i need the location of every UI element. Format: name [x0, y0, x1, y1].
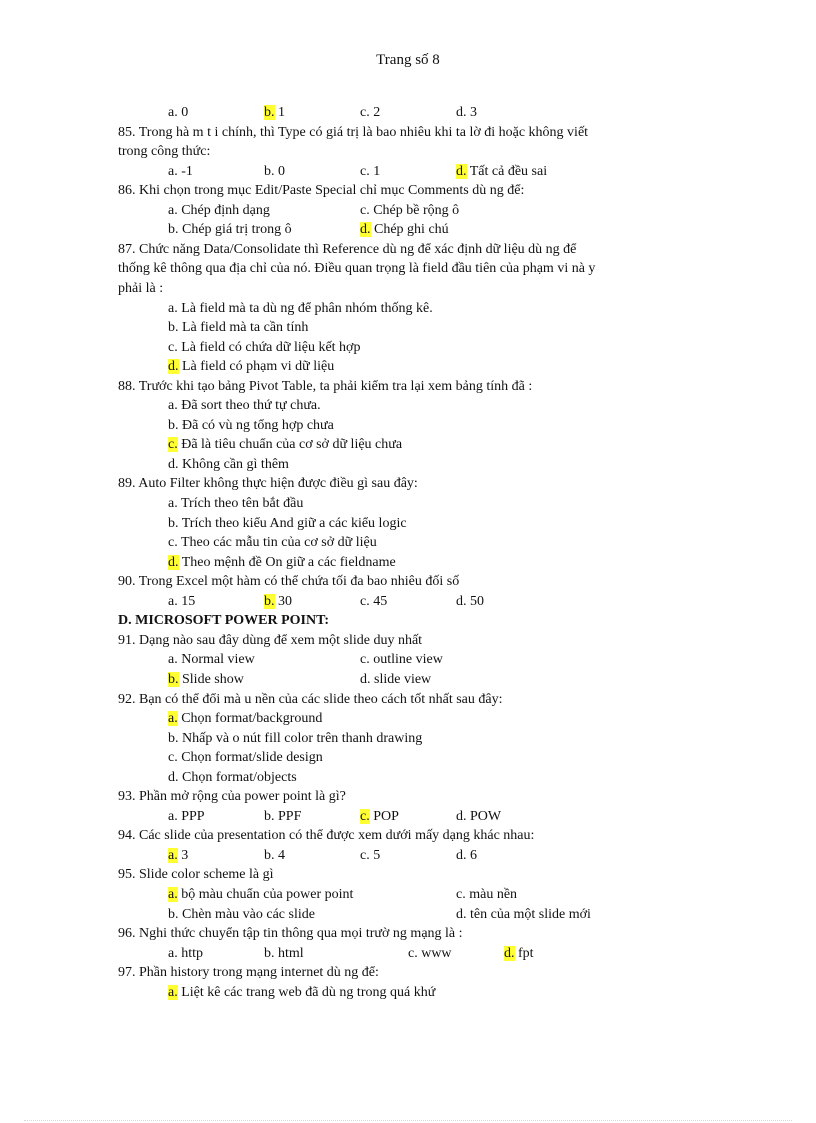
option-text: Không cần gì thêm — [178, 456, 289, 472]
answer-option — [264, 593, 292, 611]
answer-option — [168, 554, 396, 572]
question-text: 86. Khi chọn trong mục Edit/Paste Special chỉ mục Comments dù ng để: — [118, 183, 525, 199]
option-content — [360, 848, 380, 863]
option-text: Đã có vù ng tổng hợp chưa — [178, 417, 334, 433]
answer-option — [168, 397, 321, 415]
option-content — [168, 359, 334, 374]
option-letter: b. Chèn màu vào các slide — [168, 906, 315, 922]
option-letter: a. 0 — [168, 105, 189, 120]
answer-option — [168, 534, 377, 552]
question-text: 97. Phần history trong mạng internet dù ng để: — [118, 965, 379, 981]
answer-option — [168, 319, 308, 337]
option-content — [168, 418, 334, 433]
answer-option — [168, 456, 289, 474]
option-letter: d. 6 — [456, 847, 477, 863]
answer-option — [168, 749, 323, 767]
answer-option — [264, 104, 285, 122]
option-content — [168, 320, 308, 335]
option-text: Tất cả đều sai — [466, 163, 548, 179]
answer-option — [360, 847, 380, 865]
option-letter: a. http — [168, 945, 203, 961]
option-content — [264, 164, 285, 179]
option-content — [456, 907, 591, 922]
answer-option — [168, 984, 435, 1002]
option-letter: b. — [168, 417, 179, 433]
answer-option — [360, 202, 459, 220]
option-letter: a. — [168, 300, 178, 316]
answer-highlight: a. — [168, 984, 178, 1000]
option-text: Trích theo tên bắt đầu — [177, 496, 304, 511]
option-content — [408, 946, 452, 961]
option-text: Slide show — [178, 671, 244, 687]
option-text: Đã là tiêu chuẩn của cơ sở dữ liệu chưa — [177, 437, 403, 453]
answer-option — [168, 300, 433, 318]
option-letter: a. — [168, 496, 178, 511]
answer-option — [456, 906, 591, 924]
option-letter: a. Chép định dạng — [168, 202, 270, 218]
option-text: Là field mà ta dù ng để phân nhóm thống kê. — [177, 300, 433, 316]
option-content — [168, 848, 188, 863]
option-content — [168, 750, 323, 765]
option-letter: c. màu nền — [456, 887, 518, 902]
answer-option — [168, 358, 334, 376]
option-content — [264, 809, 301, 824]
option-letter: a. -1 — [168, 163, 193, 179]
option-content — [360, 594, 387, 609]
option-letter: c. — [168, 339, 178, 355]
answer-option — [456, 808, 501, 826]
option-letter: a. Normal view — [168, 652, 255, 668]
answer-highlight: d. — [456, 163, 467, 179]
answer-option — [408, 945, 452, 963]
option-content — [168, 555, 396, 570]
option-content — [168, 535, 377, 550]
option-content — [456, 848, 477, 863]
option-content — [264, 105, 285, 120]
option-text: Theo mệnh đề On giữ a các fieldname — [178, 554, 396, 570]
option-content — [168, 437, 402, 452]
answer-option — [360, 163, 380, 181]
answer-option — [168, 593, 195, 611]
option-letter: b. — [168, 730, 179, 746]
answer-option — [168, 710, 322, 728]
answer-highlight: c. — [168, 437, 178, 453]
option-letter: c. 45 — [360, 593, 388, 609]
option-content — [168, 711, 322, 726]
answer-highlight: b. — [168, 671, 179, 687]
option-letter: c. Chép bề rộng ô — [360, 202, 460, 218]
answer-highlight: b. — [264, 105, 275, 120]
option-text: Theo các mẫu tin của cơ sở dữ liệu — [177, 535, 377, 551]
question-text: phải là : — [118, 280, 164, 296]
answer-option — [360, 651, 443, 669]
option-text: POP — [369, 808, 399, 824]
option-letter: d. tên của một slide mới — [456, 906, 591, 922]
answer-option — [456, 847, 477, 865]
option-text: Liệt kê các trang web đã dù ng trong quá khứ — [177, 984, 436, 1000]
option-content — [456, 594, 484, 609]
option-content — [360, 105, 380, 120]
option-letter: a. — [168, 398, 178, 414]
question-text: 93. Phần mở rộng của power point là gì? — [118, 789, 346, 805]
option-text: 30 — [274, 593, 292, 609]
option-content — [360, 203, 459, 218]
answer-option — [168, 945, 203, 963]
answer-option — [360, 808, 399, 826]
option-letter: b. PPF — [264, 808, 302, 824]
option-text: Đã sort theo thứ tự chưa. — [177, 398, 321, 414]
option-text: Chọn format/objects — [178, 769, 297, 785]
question-text: 94. Các slide của presentation có thể được xem dưới mấy dạng khác nhau: — [118, 828, 535, 844]
answer-option — [456, 593, 484, 611]
option-content — [168, 516, 407, 531]
question-text: trong công thức: — [118, 144, 211, 160]
answer-option — [168, 202, 270, 220]
option-letter: b. html — [264, 945, 304, 961]
option-content — [264, 946, 304, 961]
answer-option — [264, 808, 301, 826]
option-text: Là field mà ta cần tính — [178, 320, 309, 336]
option-letter: c. 1 — [360, 163, 381, 179]
option-content — [360, 222, 449, 237]
option-content — [168, 985, 435, 1000]
option-letter: d. — [168, 456, 179, 472]
option-content — [360, 809, 399, 824]
answer-option — [168, 515, 407, 533]
answer-option — [360, 221, 449, 239]
answer-option — [264, 163, 285, 181]
option-text: Chọn format/slide design — [177, 750, 323, 766]
answer-option — [168, 769, 297, 787]
answer-option — [168, 671, 244, 689]
answer-highlight: d. — [504, 945, 515, 961]
option-letter: c. 2 — [360, 105, 381, 120]
bottom-divider — [24, 1120, 792, 1121]
answer-highlight: d. — [360, 222, 371, 238]
question-text: 95. Slide color scheme là gì — [118, 867, 274, 883]
option-content — [168, 457, 289, 472]
answer-option — [456, 163, 547, 181]
answer-highlight: a. — [168, 711, 178, 727]
answer-option — [168, 906, 315, 924]
option-letter: d. POW — [456, 808, 502, 824]
answer-option — [456, 886, 517, 904]
option-letter: b. 4 — [264, 847, 285, 863]
option-content — [168, 496, 303, 511]
answer-option — [168, 104, 188, 122]
option-content — [168, 887, 353, 902]
answer-option — [360, 593, 387, 611]
option-letter: a. PPP — [168, 808, 205, 824]
option-letter: c. 5 — [360, 847, 381, 863]
option-content — [168, 672, 244, 687]
answer-option — [168, 730, 422, 748]
answer-option — [264, 945, 304, 963]
option-content — [168, 594, 195, 609]
question-text: thống kê thông qua địa chỉ của nó. Điều quan trọng là field đầu tiên của phạm vi nà y — [118, 261, 596, 277]
answer-option — [168, 808, 205, 826]
answer-option — [456, 104, 477, 122]
option-content — [168, 340, 360, 355]
question-text: 85. Trong hà m t i chính, thì Type có giá trị là bao nhiêu khi ta lờ đi hoặc không viết — [118, 124, 589, 140]
answer-option — [168, 436, 402, 454]
option-content — [168, 301, 433, 316]
option-letter: b. — [168, 515, 179, 531]
option-content — [360, 672, 431, 687]
option-content — [456, 809, 501, 824]
option-letter: c. — [168, 750, 178, 766]
option-letter: d. — [168, 769, 179, 785]
option-text: Trích theo kiểu And giữ a các kiểu logic — [178, 515, 407, 531]
option-content — [264, 594, 292, 609]
option-text: Nhấp và o nút fill color trên thanh drawing — [178, 730, 423, 746]
option-content — [456, 105, 477, 120]
answer-highlight: a. — [168, 887, 178, 902]
option-text: bộ màu chuẩn của power point — [177, 887, 354, 902]
option-content — [168, 652, 255, 667]
answer-highlight: a. — [168, 847, 178, 863]
answer-option — [168, 417, 334, 435]
option-content — [168, 946, 203, 961]
question-text: 91. Dạng nào sau đây dùng để xem một slide duy nhất — [118, 632, 423, 648]
answer-option — [168, 163, 193, 181]
option-content — [168, 164, 193, 179]
option-letter: c. outline view — [360, 652, 443, 668]
option-content — [168, 398, 321, 413]
question-text: 87. Chức năng Data/Consolidate thì Reference dù ng để xác định dữ liệu dù ng để — [118, 241, 577, 257]
page-header: Trang số 8 — [376, 52, 440, 68]
option-text: Là field có chứa dữ liệu kết hợp — [177, 339, 361, 355]
answer-highlight: d. — [168, 359, 179, 375]
option-content — [168, 222, 292, 237]
answer-highlight: c. — [360, 808, 370, 824]
answer-option — [168, 221, 292, 239]
option-content — [264, 848, 285, 863]
option-letter: c. www — [408, 945, 452, 961]
question-text: 92. Bạn có thể đổi mà u nền của các slide theo cách tốt nhất sau đây: — [118, 691, 503, 707]
option-letter: c. — [168, 535, 178, 551]
option-content — [168, 770, 297, 785]
option-letter: b. — [168, 320, 179, 336]
option-letter: d. 50 — [456, 593, 484, 609]
answer-option — [168, 886, 353, 904]
answer-highlight: d. — [168, 554, 179, 570]
option-content — [456, 164, 547, 179]
option-text: fpt — [514, 945, 534, 961]
answer-option — [264, 847, 285, 865]
answer-option — [168, 495, 303, 513]
option-content — [168, 105, 188, 120]
question-text: 88. Trước khi tạo bảng Pivot Table, ta phải kiểm tra lại xem bảng tính đã : — [118, 378, 533, 394]
question-text: 90. Trong Excel một hàm có thể chứa tối đa bao nhiêu đối số — [118, 574, 460, 590]
option-text: Chép ghi chú — [370, 222, 449, 238]
answer-highlight: b. — [264, 593, 275, 609]
answer-option — [360, 671, 431, 689]
question-text: 89. Auto Filter không thực hiện được điều gì sau đây: — [118, 476, 418, 492]
option-letter: b. 0 — [264, 163, 285, 179]
option-content — [168, 731, 422, 746]
option-letter: d. slide view — [360, 671, 432, 687]
question-text: 96. Nghi thức chuyển tập tin thông qua mọi trườ ng mạng là : — [118, 926, 463, 942]
answer-option — [360, 104, 380, 122]
section-heading: D. MICROSOFT POWER POINT: — [118, 613, 330, 629]
option-text: 1 — [274, 105, 285, 120]
option-letter: a. 15 — [168, 593, 196, 609]
option-content — [360, 164, 380, 179]
option-letter: b. Chép giá trị trong ô — [168, 222, 292, 238]
answer-option — [168, 847, 188, 865]
option-content — [456, 887, 517, 902]
answer-option — [168, 651, 255, 669]
option-text: 3 — [177, 847, 189, 863]
option-content — [168, 907, 315, 922]
option-content — [168, 809, 205, 824]
option-content — [360, 652, 443, 667]
option-content — [168, 203, 270, 218]
option-content — [504, 946, 534, 961]
option-text: Là field có phạm vi dữ liệu — [178, 359, 335, 375]
option-text: Chọn format/background — [177, 711, 323, 727]
option-letter: d. 3 — [456, 105, 477, 120]
answer-option — [504, 945, 534, 963]
answer-option — [168, 339, 360, 357]
